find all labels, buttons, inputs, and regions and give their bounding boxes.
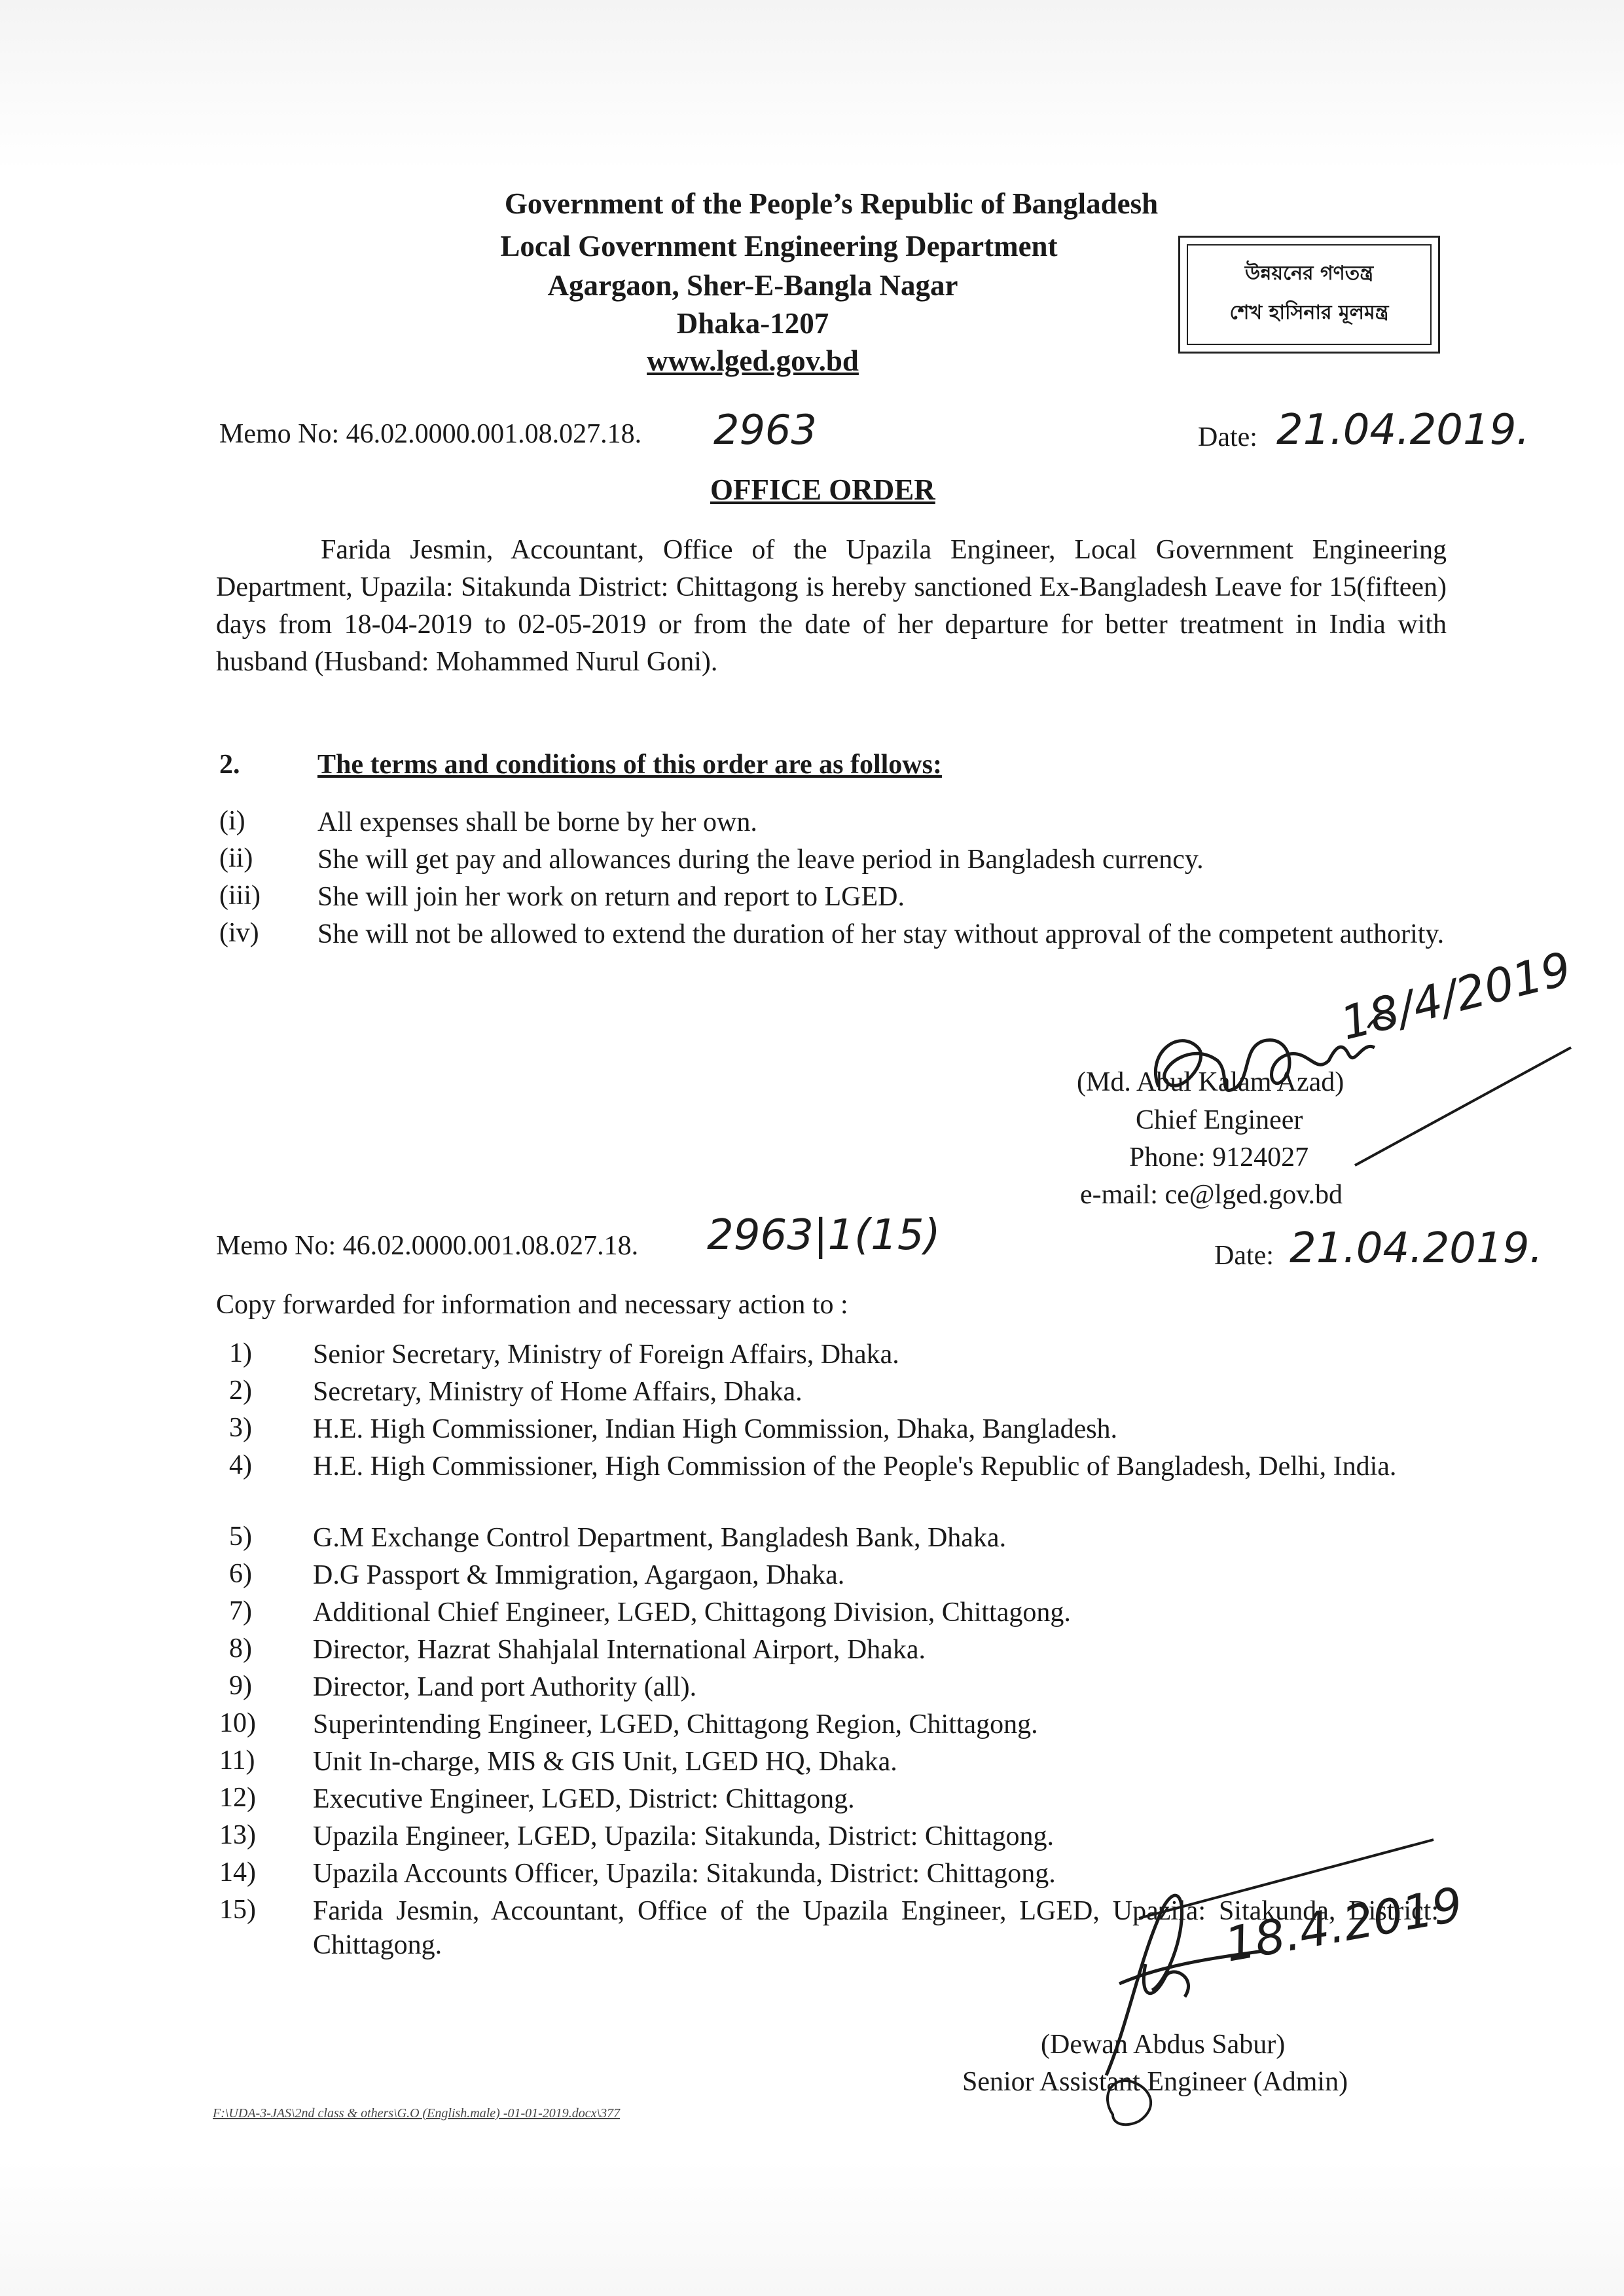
recipient-num: 14) xyxy=(219,1857,256,1887)
term-num: (ii) xyxy=(219,843,253,873)
term-num: (iii) xyxy=(219,881,261,911)
recipient-text: Upazila Accounts Officer, Upazila: Sitakunda, District: Chittagong. xyxy=(313,1859,1056,1889)
signatory-1-email[interactable]: e-mail: ce@lged.gov.bd xyxy=(1080,1180,1343,1210)
header-website[interactable]: www.lged.gov.bd xyxy=(647,344,859,377)
term-text: She will join her work on return and report to LGED. xyxy=(317,882,905,912)
section-number: 2. xyxy=(219,750,240,780)
recipient-text: Additional Chief Engineer, LGED, Chittagong Division, Chittagong. xyxy=(313,1597,1071,1628)
recipient-num: 5) xyxy=(229,1522,252,1552)
recipient-num: 7) xyxy=(229,1596,252,1626)
motto-line-2: শেখ হাসিনার মূলমন্ত্র xyxy=(1229,301,1389,324)
signatory-1-title: Chief Engineer xyxy=(1136,1105,1303,1135)
recipient-text: Upazila Engineer, LGED, Upazila: Sitakunda, District: Chittagong. xyxy=(313,1821,1055,1851)
footer-file-path: F:\UDA-3-JAS\2nd class & others\G.O (English.male) -01-01-2019.docx\377 xyxy=(213,2106,621,2121)
copy-intro: Copy forwarded for information and necessary action to : xyxy=(216,1290,848,1320)
recipient-text: Farida Jesmin, Accountant, Office of the Upazila Engineer, LGED, Upazila: Sitakunda, District: Chittagong. xyxy=(313,1896,1439,1960)
memo-1-date: 21.04.2019. xyxy=(1276,406,1530,454)
chief-engineer-signature-date: 18/4/2019 xyxy=(1335,941,1577,1051)
motto-line-1: উন্নয়নের গণতন্ত্র xyxy=(1244,262,1374,285)
signatory-2-title: Senior Assistant Engineer (Admin) xyxy=(962,2067,1348,2097)
recipient-num: 1) xyxy=(229,1338,252,1368)
term-text: She will not be allowed to extend the duration of her stay without approval of the competent authority. xyxy=(317,919,1445,949)
header-department: Local Government Engineering Department xyxy=(500,230,1058,263)
term-num: (iv) xyxy=(219,918,259,948)
recipient-num: 9) xyxy=(229,1671,252,1701)
header-address: Agargaon, Sher-E-Bangla Nagar xyxy=(547,269,958,302)
recipient-text: Director, Hazrat Shahjalal International Airport, Dhaka. xyxy=(313,1635,926,1665)
memo-1-label: Memo No: 46.02.0000.001.08.027.18. xyxy=(219,419,642,449)
recipient-text: G.M Exchange Control Department, Bangladesh Bank, Dhaka. xyxy=(313,1523,1007,1553)
memo-2-label: Memo No: 46.02.0000.001.08.027.18. xyxy=(216,1231,639,1261)
signatory-1-phone: Phone: 9124027 xyxy=(1129,1142,1309,1173)
recipient-text: Unit In-charge, MIS & GIS Unit, LGED HQ, Dhaka. xyxy=(313,1747,897,1777)
recipient-num: 2) xyxy=(229,1376,252,1406)
recipient-text: Superintending Engineer, LGED, Chittagong Region, Chittagong. xyxy=(313,1709,1038,1740)
recipient-text: D.G Passport & Immigration, Agargaon, Dhaka. xyxy=(313,1560,845,1590)
signatory-2-name: (Dewan Abdus Sabur) xyxy=(1041,2030,1286,2060)
header-government: Government of the People’s Republic of Bangladesh xyxy=(504,187,1159,220)
header-city: Dhaka-1207 xyxy=(676,307,829,340)
memo-2-date: 21.04.2019. xyxy=(1290,1224,1543,1273)
recipient-num: 4) xyxy=(229,1450,252,1480)
recipient-num: 13) xyxy=(219,1820,256,1850)
section-heading: The terms and conditions of this order are as follows: xyxy=(317,750,942,780)
signatory-1-name: (Md. Abul Kalam Azad) xyxy=(1077,1067,1344,1097)
order-paragraph-text: Farida Jesmin, Accountant, Office of the Upazila Engineer, Local Government Engineering Department, Upazila: Sitakunda District: Chittagong is hereby sanctioned Ex-Bangladesh Leave for 15(fifteen) days from 18-04-2019 to 02-05-2019 or from the date of her departure for better treatment in India with husband (Husband: Mohammed Nurul Goni). xyxy=(216,535,1447,677)
memo-2-number: 2963|1(15) xyxy=(707,1211,941,1260)
motto-box xyxy=(1178,236,1440,354)
recipient-text: Senior Secretary, Ministry of Foreign Affairs, Dhaka. xyxy=(313,1339,899,1370)
office-order-title: OFFICE ORDER xyxy=(710,473,935,506)
recipient-num: 15) xyxy=(219,1895,256,1925)
term-text: She will get pay and allowances during the leave period in Bangladesh currency. xyxy=(317,845,1204,875)
recipient-num: 8) xyxy=(229,1633,252,1664)
recipient-text: Director, Land port Authority (all). xyxy=(313,1672,697,1702)
recipient-text: Executive Engineer, LGED, District: Chittagong. xyxy=(313,1784,855,1814)
term-text: All expenses shall be borne by her own. xyxy=(317,807,757,837)
memo-1-date-label: Date: xyxy=(1198,422,1257,452)
senior-assistant-engineer-signature-date: 18.4.2019 xyxy=(1221,1876,1467,1973)
term-num: (i) xyxy=(219,806,245,836)
recipient-num: 3) xyxy=(229,1413,252,1443)
recipient-text: H.E. High Commissioner, High Commission of the People's Republic of Bangladesh, Delhi, India. xyxy=(313,1451,1397,1482)
recipient-text: Secretary, Ministry of Home Affairs, Dhaka. xyxy=(313,1377,803,1407)
recipient-num: 6) xyxy=(229,1559,252,1589)
recipient-num: 12) xyxy=(219,1783,256,1813)
memo-1-number: 2963 xyxy=(713,406,817,454)
memo-2-date-label: Date: xyxy=(1214,1241,1274,1271)
recipient-num: 11) xyxy=(219,1745,255,1776)
order-paragraph xyxy=(216,532,1447,681)
recipient-num: 10) xyxy=(219,1708,256,1738)
recipient-text: H.E. High Commissioner, Indian High Commission, Dhaka, Bangladesh. xyxy=(313,1414,1118,1444)
